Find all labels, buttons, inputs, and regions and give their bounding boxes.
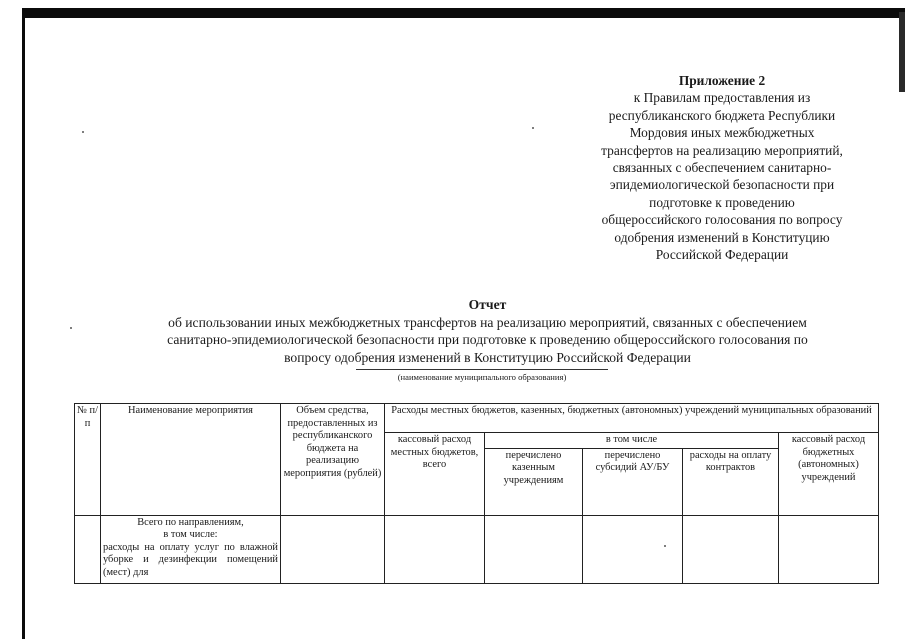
- report-table: [74, 403, 879, 584]
- appendix-line: одобрения изменений в Конституцию: [614, 229, 830, 245]
- row-including-label: в том числе:: [163, 529, 218, 541]
- header-cash-institutions: кассовый расход бюджетных (автономных) учреждений: [779, 433, 879, 516]
- header-number: № п/п: [75, 404, 101, 516]
- appendix-line: Российской Федерации: [655, 247, 789, 263]
- header-cash-local: кассовый расход местных бюджетов, всего: [385, 433, 485, 516]
- scan-speck: [70, 327, 72, 329]
- report-subtitle-line: об использовании иных межбюджетных трансфертов на реализацию мероприятий, связанных с обеспечением: [168, 314, 807, 330]
- appendix-line: Мордовия иных межбюджетных: [629, 125, 815, 141]
- header-transferred-gov: перечислено казенным учреждениям: [485, 448, 583, 515]
- table-cell: [385, 515, 485, 583]
- header-contracts: расходы на оплату контрактов: [683, 448, 779, 515]
- scan-edge-right: [899, 12, 905, 92]
- table-cell: [779, 515, 879, 583]
- row-total-label: Всего по направлениям,: [137, 516, 244, 528]
- table-cell: [683, 515, 779, 583]
- report-subtitle-line: санитарно-эпидемиологической безопасности при подготовке к проведению общероссийского голосования по: [167, 332, 808, 348]
- header-including: в том числе: [485, 433, 779, 449]
- header-transferred-au-bu: перечислено субсидий АУ/БУ: [583, 448, 683, 515]
- scan-edge-top: [22, 8, 905, 18]
- appendix-line: связанных с обеспечением санитарно-: [612, 160, 832, 176]
- scan-speck: [82, 131, 84, 133]
- header-activity-name: Наименование мероприятия: [101, 404, 281, 516]
- appendix-title: Приложение 2: [678, 73, 766, 88]
- appendix-block: [582, 72, 862, 263]
- report-title: Отчет: [468, 297, 507, 312]
- report-heading: [125, 296, 850, 366]
- appendix-line: республиканского бюджета Республики: [608, 107, 836, 123]
- table-cell: [583, 515, 683, 583]
- scan-edge-left: [22, 8, 25, 639]
- scan-speck: [532, 127, 534, 129]
- appendix-line: общероссийского голосования по вопросу: [601, 212, 843, 228]
- appendix-line: к Правилам предоставления из: [633, 90, 811, 106]
- municipality-caption: (наименование муниципального образования): [356, 369, 608, 382]
- report-subtitle-line: вопросу одобрения изменений в Конституцию Российской Федерации: [284, 349, 691, 365]
- table-cell: [281, 515, 385, 583]
- appendix-line: подготовке к проведению: [649, 194, 795, 210]
- table-cell: [485, 515, 583, 583]
- row-item-text: расходы на оплату услуг по влажной уборке и дезинфекции помещений (мест) для: [103, 541, 278, 578]
- appendix-line: трансфертов на реализацию мероприятий,: [601, 142, 843, 158]
- header-expenses: Расходы местных бюджетов, казенных, бюджетных (автономных) учреждений муниципальных образований: [385, 404, 879, 433]
- table-cell: [75, 515, 101, 583]
- header-volume: Объем средства, предоставленных из республиканского бюджета на реализацию мероприятия (рублей): [281, 404, 385, 516]
- table-cell-activity: [101, 515, 281, 583]
- appendix-line: эпидемиологической безопасности при: [609, 177, 835, 193]
